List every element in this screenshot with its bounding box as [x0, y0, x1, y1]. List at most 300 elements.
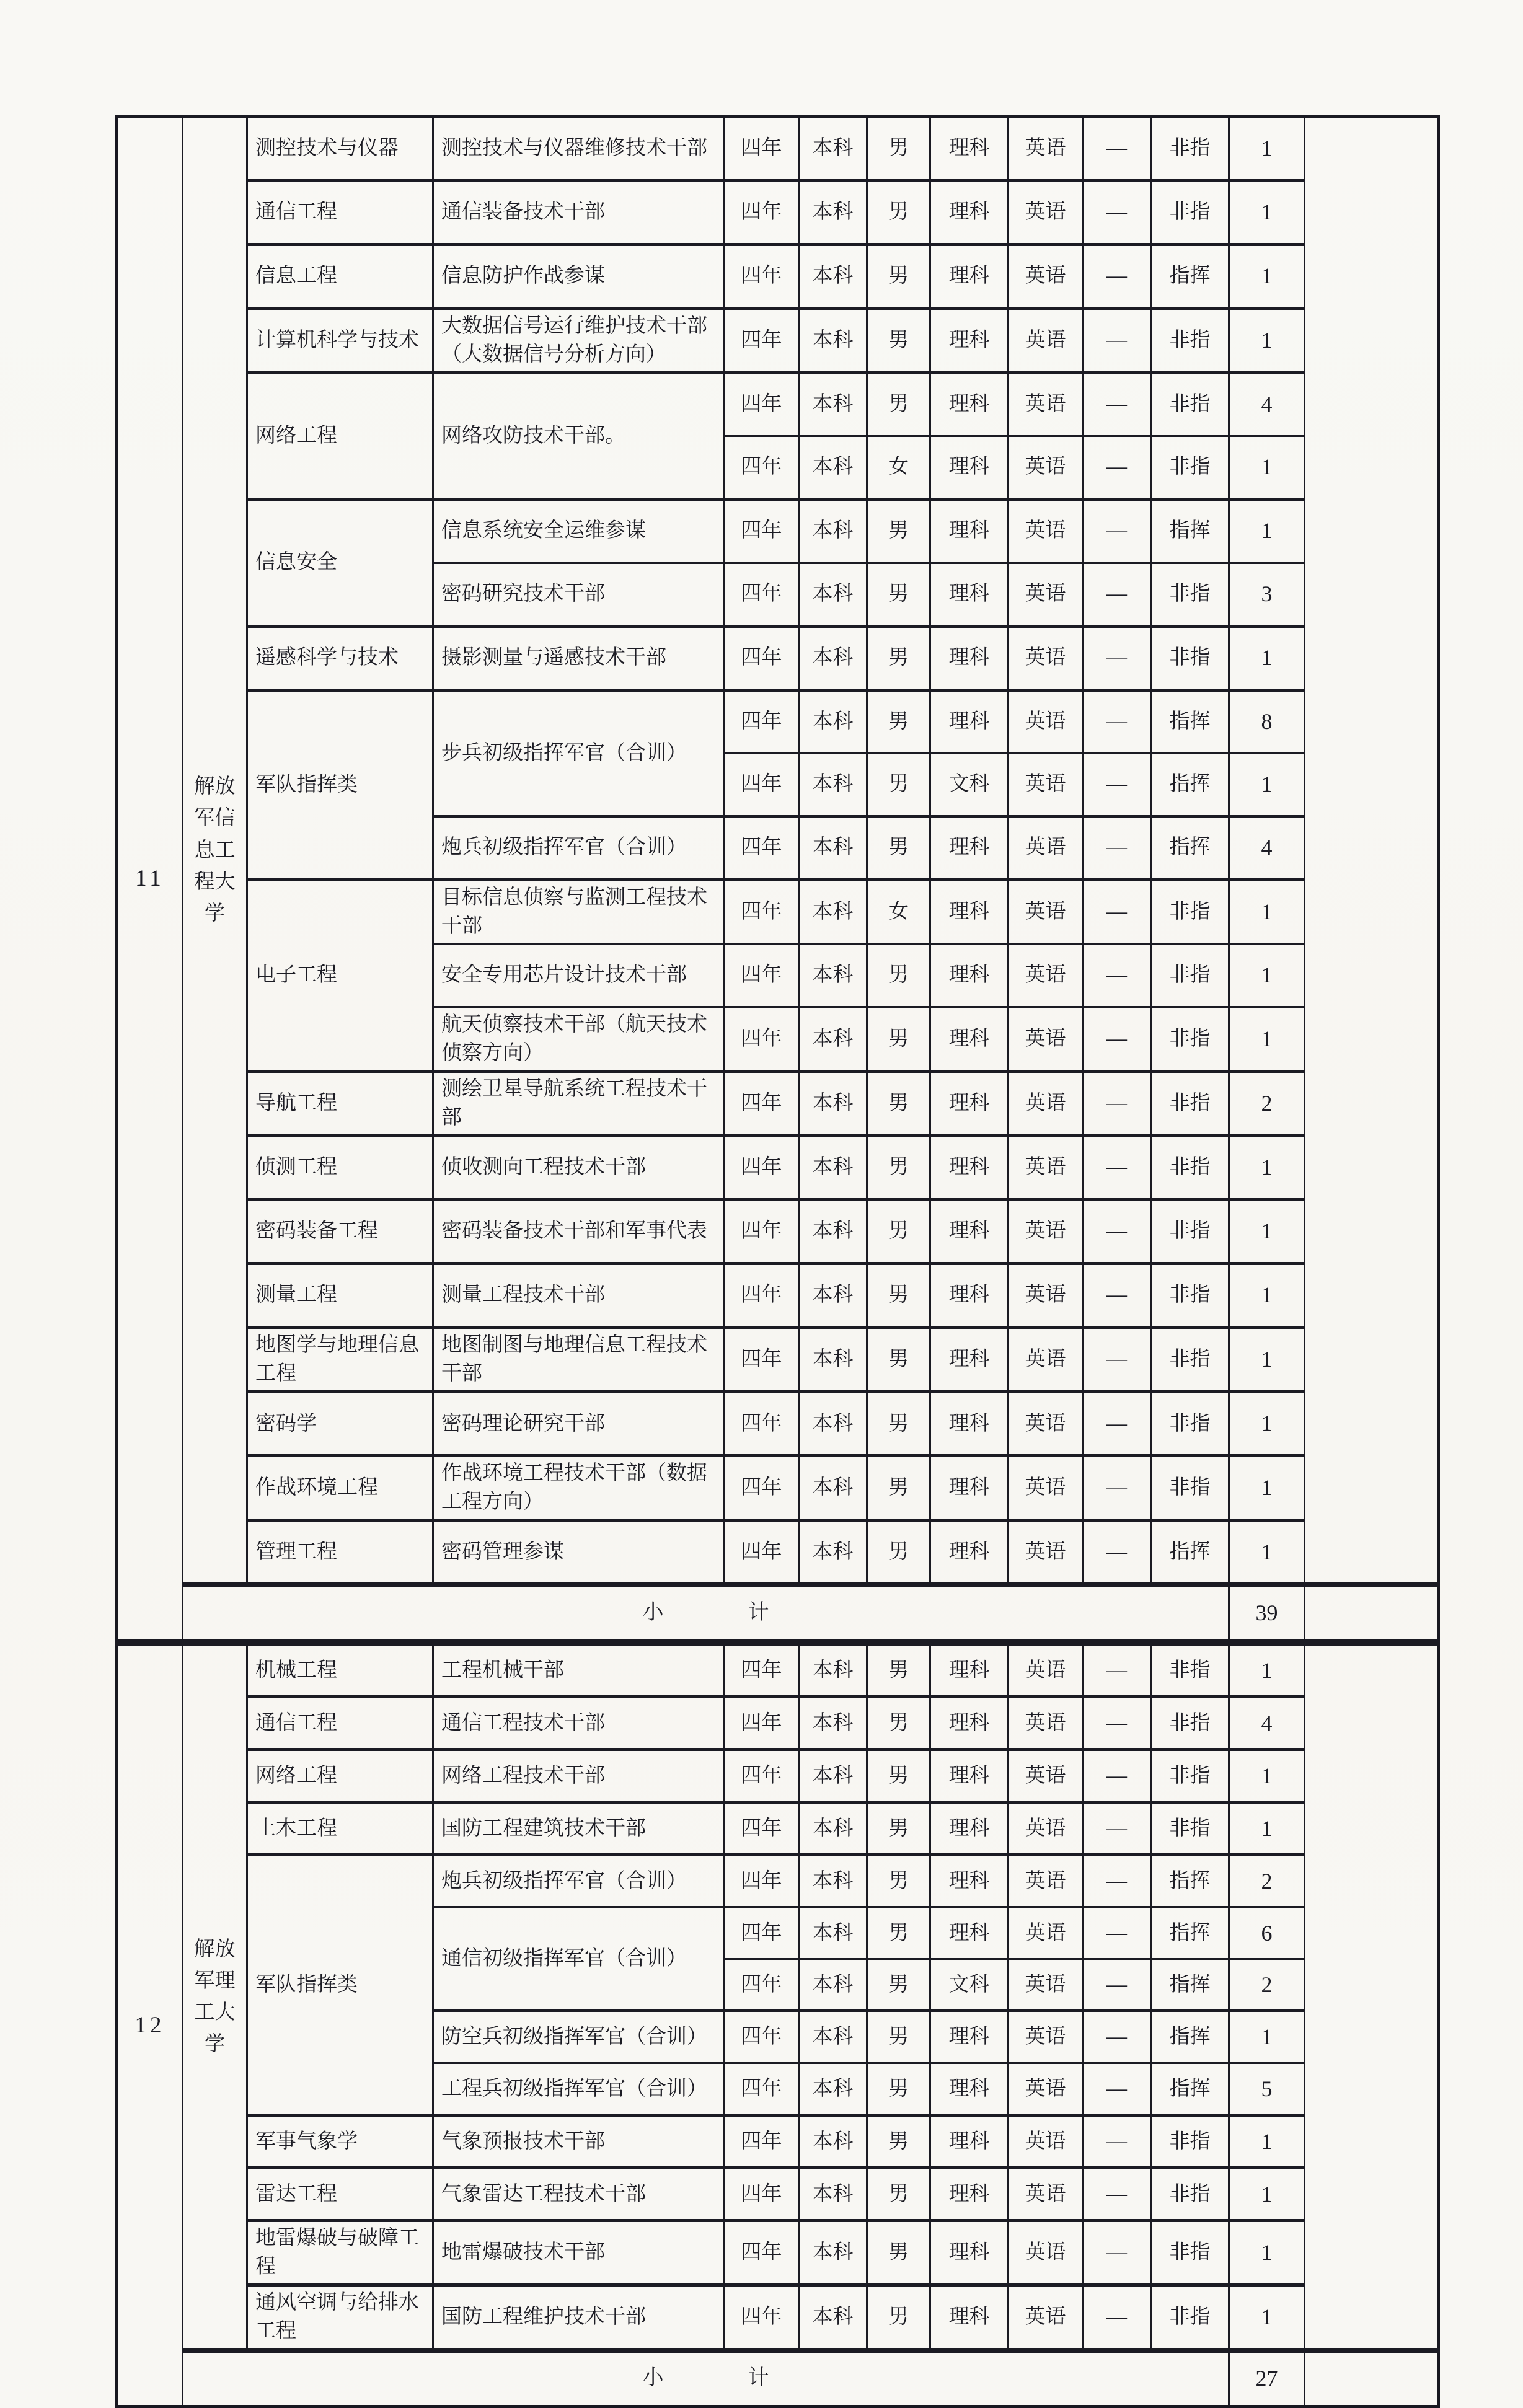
language-cell: 英语 — [1009, 1136, 1083, 1200]
major-cell: 密码学 — [247, 1392, 433, 1456]
duration-cell: 四年 — [725, 2221, 799, 2285]
count-cell: 1 — [1229, 500, 1305, 563]
job-cell: 测控技术与仪器维修技术干部 — [433, 117, 725, 181]
track-cell: 理科 — [930, 1456, 1009, 1520]
table-row — [117, 1643, 1439, 1697]
category-cell: 非指 — [1151, 1643, 1229, 1697]
major-cell: 信息工程 — [247, 245, 433, 309]
track-cell: 理科 — [930, 181, 1009, 245]
gender-cell: 男 — [867, 690, 930, 754]
category-cell: 非指 — [1151, 563, 1229, 627]
language-cell: 英语 — [1009, 1456, 1083, 1520]
degree-cell: 本科 — [799, 1456, 867, 1520]
major-cell: 导航工程 — [247, 1072, 433, 1136]
major-cell: 网络工程 — [247, 1750, 433, 1802]
category-cell: 非指 — [1151, 1750, 1229, 1802]
university-name: 解放军信息工程大学 — [194, 775, 236, 925]
degree-cell: 本科 — [799, 1750, 867, 1802]
count-cell: 1 — [1229, 2011, 1305, 2063]
table-row — [117, 1136, 1439, 1200]
count-cell: 1 — [1229, 2221, 1305, 2285]
duration-cell: 四年 — [725, 1456, 799, 1520]
gender-cell: 男 — [867, 816, 930, 880]
track-cell: 理科 — [930, 1750, 1009, 1802]
job-cell: 国防工程建筑技术干部 — [433, 1802, 725, 1855]
category-cell: 指挥 — [1151, 1959, 1229, 2011]
category-cell: 非指 — [1151, 436, 1229, 500]
dash-cell: — — [1083, 1264, 1151, 1328]
language-cell: 英语 — [1009, 2285, 1083, 2350]
gender-cell: 男 — [867, 309, 930, 373]
major-cell: 电子工程 — [247, 880, 433, 1072]
dash-cell: — — [1083, 1959, 1151, 2011]
track-cell: 理科 — [930, 1007, 1009, 1072]
track-cell: 理科 — [930, 309, 1009, 373]
count-cell: 1 — [1229, 117, 1305, 181]
table-row — [117, 1264, 1439, 1328]
category-cell: 指挥 — [1151, 2063, 1229, 2115]
degree-cell: 本科 — [799, 1264, 867, 1328]
subtotal-label-cell: 小 计 — [183, 2350, 1229, 2406]
duration-cell: 四年 — [725, 2168, 799, 2221]
language-cell: 英语 — [1009, 816, 1083, 880]
category-cell: 非指 — [1151, 309, 1229, 373]
language-cell: 英语 — [1009, 1750, 1083, 1802]
job-cell: 测绘卫星导航系统工程技术干部 — [433, 1072, 725, 1136]
category-cell: 非指 — [1151, 880, 1229, 945]
degree-cell: 本科 — [799, 627, 867, 690]
count-cell: 1 — [1229, 1007, 1305, 1072]
duration-cell: 四年 — [725, 1959, 799, 2011]
duration-cell: 四年 — [725, 1750, 799, 1802]
remark-cell — [1305, 1643, 1439, 2350]
language-cell: 英语 — [1009, 1072, 1083, 1136]
category-cell: 非指 — [1151, 117, 1229, 181]
major-cell: 军队指挥类 — [247, 690, 433, 880]
job-cell: 地图制图与地理信息工程技术干部 — [433, 1328, 725, 1392]
gender-cell: 男 — [867, 181, 930, 245]
degree-cell: 本科 — [799, 117, 867, 181]
language-cell: 英语 — [1009, 373, 1083, 436]
job-cell: 气象预报技术干部 — [433, 2115, 725, 2168]
track-cell: 理科 — [930, 500, 1009, 563]
count-cell: 8 — [1229, 690, 1305, 754]
job-cell: 工程兵初级指挥军官（合训） — [433, 2063, 725, 2115]
dash-cell: — — [1083, 1802, 1151, 1855]
language-cell: 英语 — [1009, 1007, 1083, 1072]
language-cell: 英语 — [1009, 1264, 1083, 1328]
track-cell: 理科 — [930, 2285, 1009, 2350]
dash-cell: — — [1083, 627, 1151, 690]
count-cell: 1 — [1229, 181, 1305, 245]
job-cell: 地雷爆破技术干部 — [433, 2221, 725, 2285]
track-cell: 文科 — [930, 1959, 1009, 2011]
count-cell: 1 — [1229, 880, 1305, 945]
language-cell: 英语 — [1009, 500, 1083, 563]
gender-cell: 男 — [867, 1264, 930, 1328]
duration-cell: 四年 — [725, 880, 799, 945]
gender-cell: 男 — [867, 1643, 930, 1697]
category-cell: 非指 — [1151, 944, 1229, 1007]
category-cell: 非指 — [1151, 1802, 1229, 1855]
degree-cell: 本科 — [799, 816, 867, 880]
table-row — [117, 373, 1439, 436]
language-cell: 英语 — [1009, 1907, 1083, 1959]
dash-cell: — — [1083, 1392, 1151, 1456]
category-cell: 指挥 — [1151, 690, 1229, 754]
language-cell: 英语 — [1009, 181, 1083, 245]
table-row — [117, 1855, 1439, 1908]
dash-cell: — — [1083, 1456, 1151, 1520]
table-row — [117, 1392, 1439, 1456]
degree-cell: 本科 — [799, 944, 867, 1007]
track-cell: 理科 — [930, 563, 1009, 627]
major-cell: 机械工程 — [247, 1643, 433, 1697]
dash-cell: — — [1083, 500, 1151, 563]
track-cell: 理科 — [930, 627, 1009, 690]
track-cell: 理科 — [930, 1328, 1009, 1392]
degree-cell: 本科 — [799, 690, 867, 754]
gender-cell: 男 — [867, 563, 930, 627]
language-cell: 英语 — [1009, 2063, 1083, 2115]
count-cell: 1 — [1229, 1328, 1305, 1392]
degree-cell: 本科 — [799, 436, 867, 500]
track-cell: 理科 — [930, 1907, 1009, 1959]
gender-cell: 男 — [867, 1697, 930, 1750]
count-cell: 1 — [1229, 309, 1305, 373]
job-cell: 航天侦察技术干部（航天技术侦察方向） — [433, 1007, 725, 1072]
duration-cell: 四年 — [725, 2063, 799, 2115]
table-row — [117, 1750, 1439, 1802]
major-cell: 遥感科学与技术 — [247, 627, 433, 690]
track-cell: 理科 — [930, 1072, 1009, 1136]
track-cell: 理科 — [930, 690, 1009, 754]
dash-cell: — — [1083, 816, 1151, 880]
language-cell: 英语 — [1009, 1855, 1083, 1908]
duration-cell: 四年 — [725, 1072, 799, 1136]
duration-cell: 四年 — [725, 2285, 799, 2350]
track-cell: 文科 — [930, 754, 1009, 817]
category-cell: 非指 — [1151, 1007, 1229, 1072]
job-cell: 目标信息侦察与监测工程技术干部 — [433, 880, 725, 945]
major-cell: 测量工程 — [247, 1264, 433, 1328]
table-row — [117, 1328, 1439, 1392]
gender-cell: 男 — [867, 1750, 930, 1802]
track-cell: 理科 — [930, 117, 1009, 181]
university-name: 解放军理工大学 — [194, 1938, 236, 2056]
category-cell: 指挥 — [1151, 1520, 1229, 1585]
track-cell: 理科 — [930, 1264, 1009, 1328]
count-cell: 6 — [1229, 1907, 1305, 1959]
dash-cell: — — [1083, 181, 1151, 245]
category-cell: 指挥 — [1151, 754, 1229, 817]
degree-cell: 本科 — [799, 373, 867, 436]
count-cell: 1 — [1229, 1200, 1305, 1264]
university-cell — [183, 117, 247, 1585]
major-cell: 地图学与地理信息工程 — [247, 1328, 433, 1392]
gender-cell: 男 — [867, 117, 930, 181]
track-cell: 理科 — [930, 1855, 1009, 1908]
gender-cell: 男 — [867, 2115, 930, 2168]
dash-cell: — — [1083, 373, 1151, 436]
major-cell: 密码装备工程 — [247, 1200, 433, 1264]
degree-cell: 本科 — [799, 1072, 867, 1136]
table-row — [117, 880, 1439, 945]
table-row — [117, 245, 1439, 309]
gender-cell: 男 — [867, 2221, 930, 2285]
job-cell: 大数据信号运行维护技术干部（大数据信号分析方向） — [433, 309, 725, 373]
duration-cell: 四年 — [725, 1643, 799, 1697]
count-cell: 1 — [1229, 1520, 1305, 1585]
dash-cell: — — [1083, 1328, 1151, 1392]
track-cell: 理科 — [930, 816, 1009, 880]
dash-cell: — — [1083, 2221, 1151, 2285]
track-cell: 理科 — [930, 944, 1009, 1007]
table-row — [117, 1520, 1439, 1585]
degree-cell: 本科 — [799, 1959, 867, 2011]
count-cell: 1 — [1229, 1643, 1305, 1697]
duration-cell: 四年 — [725, 1136, 799, 1200]
language-cell: 英语 — [1009, 880, 1083, 945]
duration-cell: 四年 — [725, 1328, 799, 1392]
category-cell: 指挥 — [1151, 2011, 1229, 2063]
dash-cell: — — [1083, 690, 1151, 754]
remark-cell — [1305, 2350, 1439, 2406]
category-cell: 指挥 — [1151, 816, 1229, 880]
gender-cell: 男 — [867, 1855, 930, 1908]
count-cell: 4 — [1229, 1697, 1305, 1750]
gender-cell: 女 — [867, 880, 930, 945]
major-cell: 侦测工程 — [247, 1136, 433, 1200]
degree-cell: 本科 — [799, 1907, 867, 1959]
job-cell: 作战环境工程技术干部（数据工程方向） — [433, 1456, 725, 1520]
table-row — [117, 309, 1439, 373]
degree-cell: 本科 — [799, 1136, 867, 1200]
job-cell: 信息系统安全运维参谋 — [433, 500, 725, 563]
language-cell: 英语 — [1009, 1643, 1083, 1697]
gender-cell: 男 — [867, 1007, 930, 1072]
gender-cell: 男 — [867, 500, 930, 563]
duration-cell: 四年 — [725, 1264, 799, 1328]
duration-cell: 四年 — [725, 944, 799, 1007]
category-cell: 非指 — [1151, 1200, 1229, 1264]
table-row — [117, 181, 1439, 245]
category-cell: 非指 — [1151, 1328, 1229, 1392]
category-cell: 非指 — [1151, 1697, 1229, 1750]
subtotal-count-cell: 27 — [1229, 2350, 1305, 2406]
gender-cell: 男 — [867, 1907, 930, 1959]
degree-cell: 本科 — [799, 1520, 867, 1585]
category-cell: 非指 — [1151, 627, 1229, 690]
duration-cell: 四年 — [725, 690, 799, 754]
duration-cell: 四年 — [725, 1802, 799, 1855]
dash-cell: — — [1083, 2115, 1151, 2168]
degree-cell: 本科 — [799, 181, 867, 245]
count-cell: 2 — [1229, 1072, 1305, 1136]
job-cell: 通信初级指挥军官（合训） — [433, 1907, 725, 2011]
job-cell: 密码理论研究干部 — [433, 1392, 725, 1456]
count-cell: 1 — [1229, 2168, 1305, 2221]
dash-cell: — — [1083, 309, 1151, 373]
degree-cell: 本科 — [799, 1200, 867, 1264]
category-cell: 非指 — [1151, 1456, 1229, 1520]
language-cell: 英语 — [1009, 690, 1083, 754]
degree-cell: 本科 — [799, 2285, 867, 2350]
table-row — [117, 1072, 1439, 1136]
count-cell: 1 — [1229, 2285, 1305, 2350]
duration-cell: 四年 — [725, 117, 799, 181]
job-cell: 网络工程技术干部 — [433, 1750, 725, 1802]
track-cell: 理科 — [930, 2168, 1009, 2221]
duration-cell: 四年 — [725, 373, 799, 436]
language-cell: 英语 — [1009, 563, 1083, 627]
degree-cell: 本科 — [799, 2011, 867, 2063]
degree-cell: 本科 — [799, 1855, 867, 1908]
duration-cell: 四年 — [725, 1200, 799, 1264]
track-cell: 理科 — [930, 2063, 1009, 2115]
dash-cell: — — [1083, 117, 1151, 181]
track-cell: 理科 — [930, 2221, 1009, 2285]
gender-cell: 男 — [867, 1200, 930, 1264]
degree-cell: 本科 — [799, 1643, 867, 1697]
duration-cell: 四年 — [725, 1855, 799, 1908]
duration-cell: 四年 — [725, 1392, 799, 1456]
language-cell: 英语 — [1009, 2115, 1083, 2168]
duration-cell: 四年 — [725, 1697, 799, 1750]
job-cell: 通信工程技术干部 — [433, 1697, 725, 1750]
table-row — [117, 2285, 1439, 2350]
major-cell: 管理工程 — [247, 1520, 433, 1585]
remark-cell — [1305, 117, 1439, 1585]
gender-cell: 男 — [867, 1802, 930, 1855]
category-cell: 指挥 — [1151, 1855, 1229, 1908]
major-cell: 通风空调与给排水工程 — [247, 2285, 433, 2350]
category-cell: 非指 — [1151, 1072, 1229, 1136]
table-row — [117, 690, 1439, 754]
degree-cell: 本科 — [799, 2221, 867, 2285]
gender-cell: 男 — [867, 373, 930, 436]
count-cell: 1 — [1229, 1264, 1305, 1328]
gender-cell: 女 — [867, 436, 930, 500]
duration-cell: 四年 — [725, 816, 799, 880]
count-cell: 4 — [1229, 816, 1305, 880]
table-row — [117, 1802, 1439, 1855]
language-cell: 英语 — [1009, 1328, 1083, 1392]
track-cell: 理科 — [930, 2011, 1009, 2063]
count-cell: 1 — [1229, 2115, 1305, 2168]
job-cell: 工程机械干部 — [433, 1643, 725, 1697]
count-cell: 4 — [1229, 373, 1305, 436]
gender-cell: 男 — [867, 2063, 930, 2115]
language-cell: 英语 — [1009, 627, 1083, 690]
track-cell: 理科 — [930, 880, 1009, 945]
major-cell: 地雷爆破与破障工程 — [247, 2221, 433, 2285]
seq-cell: 11 — [117, 117, 183, 1643]
dash-cell: — — [1083, 1643, 1151, 1697]
gender-cell: 男 — [867, 1136, 930, 1200]
university-cell — [183, 1643, 247, 2350]
count-cell: 1 — [1229, 754, 1305, 817]
dash-cell: — — [1083, 2011, 1151, 2063]
dash-cell: — — [1083, 1007, 1151, 1072]
job-cell: 炮兵初级指挥军官（合训） — [433, 1855, 725, 1908]
duration-cell: 四年 — [725, 754, 799, 817]
table-row — [117, 500, 1439, 563]
dash-cell: — — [1083, 1750, 1151, 1802]
dash-cell: — — [1083, 754, 1151, 817]
track-cell: 理科 — [930, 2115, 1009, 2168]
track-cell: 理科 — [930, 1697, 1009, 1750]
enrollment-plan-table — [115, 115, 1440, 2408]
duration-cell: 四年 — [725, 563, 799, 627]
count-cell: 2 — [1229, 1959, 1305, 2011]
table-row — [117, 2115, 1439, 2168]
language-cell: 英语 — [1009, 1200, 1083, 1264]
degree-cell: 本科 — [799, 2115, 867, 2168]
language-cell: 英语 — [1009, 2221, 1083, 2285]
degree-cell: 本科 — [799, 1328, 867, 1392]
duration-cell: 四年 — [725, 245, 799, 309]
table-row — [117, 2168, 1439, 2221]
job-cell: 密码管理参谋 — [433, 1520, 725, 1585]
gender-cell: 男 — [867, 627, 930, 690]
gender-cell: 男 — [867, 2011, 930, 2063]
table-body — [117, 117, 1439, 2407]
language-cell: 英语 — [1009, 245, 1083, 309]
remark-cell — [1305, 1585, 1439, 1643]
category-cell: 非指 — [1151, 2221, 1229, 2285]
gender-cell: 男 — [867, 245, 930, 309]
dash-cell: — — [1083, 2063, 1151, 2115]
degree-cell: 本科 — [799, 754, 867, 817]
dash-cell: — — [1083, 436, 1151, 500]
job-cell: 通信装备技术干部 — [433, 181, 725, 245]
degree-cell: 本科 — [799, 880, 867, 945]
duration-cell: 四年 — [725, 627, 799, 690]
major-cell: 土木工程 — [247, 1802, 433, 1855]
duration-cell: 四年 — [725, 500, 799, 563]
category-cell: 非指 — [1151, 373, 1229, 436]
category-cell: 非指 — [1151, 1392, 1229, 1456]
track-cell: 理科 — [930, 1392, 1009, 1456]
category-cell: 指挥 — [1151, 245, 1229, 309]
track-cell: 理科 — [930, 1802, 1009, 1855]
gender-cell: 男 — [867, 1456, 930, 1520]
category-cell: 非指 — [1151, 2115, 1229, 2168]
major-cell: 军事气象学 — [247, 2115, 433, 2168]
duration-cell: 四年 — [725, 2115, 799, 2168]
language-cell: 英语 — [1009, 117, 1083, 181]
count-cell: 1 — [1229, 1392, 1305, 1456]
job-cell: 信息防护作战参谋 — [433, 245, 725, 309]
category-cell: 非指 — [1151, 1264, 1229, 1328]
count-cell: 2 — [1229, 1855, 1305, 1908]
track-cell: 理科 — [930, 1136, 1009, 1200]
dash-cell: — — [1083, 1520, 1151, 1585]
table-row — [117, 1456, 1439, 1520]
major-cell: 信息安全 — [247, 500, 433, 627]
duration-cell: 四年 — [725, 436, 799, 500]
duration-cell: 四年 — [725, 181, 799, 245]
job-cell: 安全专用芯片设计技术干部 — [433, 944, 725, 1007]
language-cell: 英语 — [1009, 1959, 1083, 2011]
gender-cell: 男 — [867, 1328, 930, 1392]
major-cell: 作战环境工程 — [247, 1456, 433, 1520]
count-cell: 5 — [1229, 2063, 1305, 2115]
degree-cell: 本科 — [799, 1697, 867, 1750]
language-cell: 英语 — [1009, 1520, 1083, 1585]
job-cell: 气象雷达工程技术干部 — [433, 2168, 725, 2221]
